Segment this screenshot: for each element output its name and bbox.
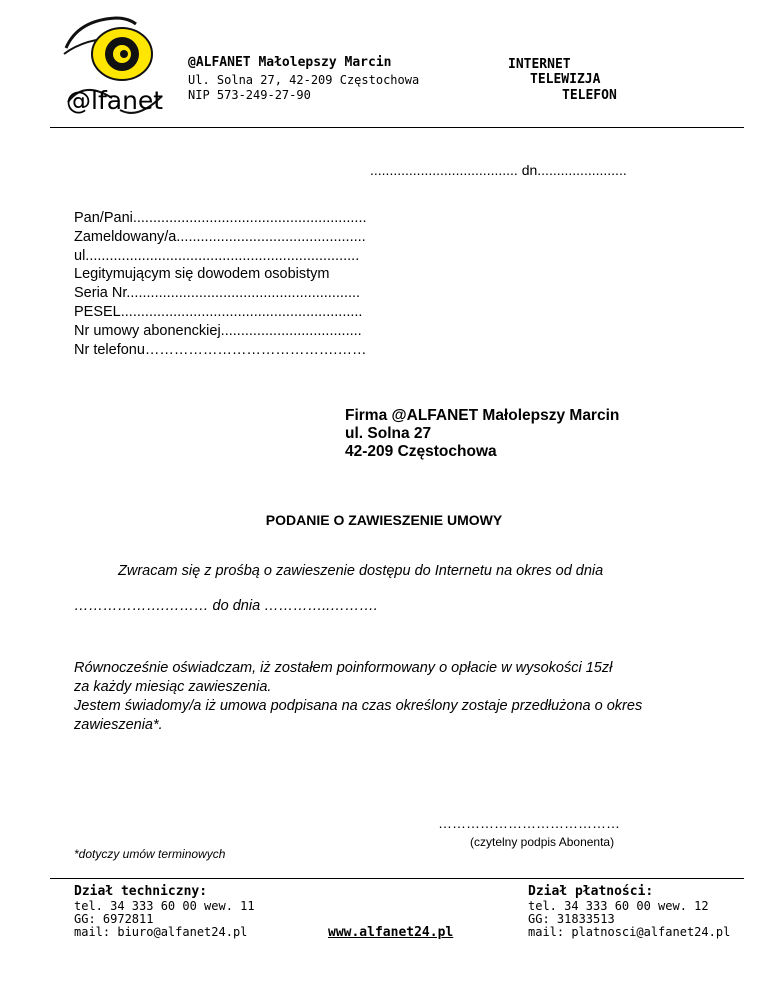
declaration-line: Równocześnie oświadczam, iż zostałem poinformowany o opłacie w wysokości 15zł [74,660,613,676]
field-pesel: PESEL............................................................ [74,304,363,320]
recipient-company: Firma @ALFANET Małolepszy Marcin [345,407,620,424]
tech-department-heading: Dział techniczny: [74,884,208,899]
logo-wordmark: @lfanet [66,86,164,115]
footer-divider [50,878,744,879]
service-internet: INTERNET [508,57,571,72]
declaration-line: za każdy miesiąc zawieszenia. [74,679,272,695]
field-street: ul.................................................................... [74,248,360,264]
field-id-series: Seria Nr.......................................................... [74,285,361,301]
field-contract-number: Nr umowy abonenckiej................................... [74,323,362,339]
payments-phone: tel. 34 333 60 00 wew. 12 [528,899,709,913]
service-telephone: TELEFON [562,88,617,103]
declaration-line: Jestem świadomy/a iż umowa podpisana na czas określony zostaje przedłużona o okres [74,698,643,714]
header-divider [50,127,744,128]
company-logo [58,10,168,120]
tech-phone: tel. 34 333 60 00 wew. 11 [74,899,255,913]
request-text: Zwracam się z prośbą o zawieszenie dostępu do Internetu na okres od dnia [118,563,604,579]
payments-email: mail: platnosci@alfanet24.pl [528,925,731,939]
signature-line: ………………………………… [438,815,620,831]
recipient-street: ul. Solna 27 [345,425,432,442]
service-television: TELEWIZJA [530,72,601,87]
field-registered: Zameldowany/a............................................... [74,229,366,245]
tech-email: mail: biuro@alfanet24.pl [74,925,248,939]
declaration-line: zawieszenia*. [74,717,163,733]
website-link[interactable]: www.alfanet24.pl [328,925,454,940]
date-line: ...................................... dn....................... [370,162,627,178]
footnote: *dotyczy umów terminowych [74,847,226,861]
recipient-city: 42-209 Częstochowa [345,443,497,460]
field-phone: Nr telefonu………………………………….…… [74,342,367,358]
period-text: ……………….……… do dnia …………..………. [74,598,378,614]
signature-label: (czytelny podpis Abonenta) [470,835,615,849]
company-name: @ALFANET Małolepszy Marcin [188,55,392,70]
field-id-document: Legitymującym się dowodem osobistym [74,266,330,282]
company-nip: NIP 573-249-27-90 [188,88,311,102]
field-name: Pan/Pani.......................................................... [74,210,367,226]
company-address: Ul. Solna 27, 42-209 Częstochowa [188,73,420,87]
payments-department-heading: Dział płatności: [528,884,654,899]
document-title: PODANIE O ZAWIESZENIE UMOWY [265,512,503,528]
payments-gg: GG: 31833513 [528,912,615,926]
tech-gg: GG: 6972811 [74,912,154,926]
